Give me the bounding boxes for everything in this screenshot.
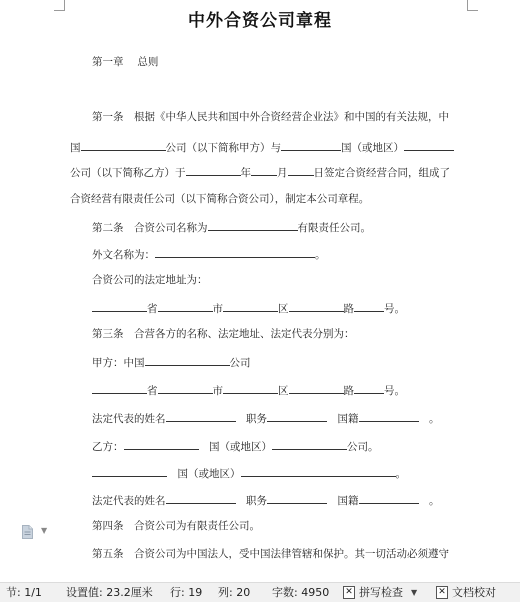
fill-in-blank[interactable] (124, 438, 199, 450)
document-line[interactable] (92, 273, 208, 287)
line-text: 公司。 (347, 441, 379, 453)
fill-in-blank[interactable] (251, 164, 277, 176)
fill-in-blank[interactable] (158, 382, 213, 394)
fill-in-blank[interactable] (155, 246, 315, 258)
line-text: 国籍 (327, 495, 359, 507)
fill-in-blank[interactable] (166, 492, 236, 504)
document-line[interactable] (92, 110, 449, 124)
fill-in-blank[interactable] (92, 300, 147, 312)
line-text: 第二条 合资公司名称为 (92, 222, 208, 234)
column-indicator[interactable]: 列: 20 (218, 586, 251, 599)
line-text: 公司（以下简称乙方）于 (70, 167, 186, 179)
fill-in-blank[interactable] (158, 300, 213, 312)
line-text: 职务 (235, 495, 267, 507)
line-text: 号。 (384, 303, 405, 315)
document-line[interactable] (92, 55, 158, 69)
fill-in-blank[interactable] (404, 139, 454, 151)
line-text: 区 (278, 303, 289, 315)
fill-in-blank[interactable] (267, 492, 327, 504)
fill-in-blank[interactable] (289, 382, 344, 394)
line-text: 市 (212, 385, 223, 397)
fill-in-blank[interactable] (208, 219, 298, 231)
line-text: 公司 (229, 357, 251, 369)
line-text: 合资经营有限责任公司（以下简称合资公司），制定本公司章程。 (70, 193, 370, 205)
proofread-label[interactable]: 文档校对 (452, 586, 496, 599)
proofread-checkbox-icon[interactable]: ✕ (436, 586, 448, 599)
fill-in-blank[interactable] (359, 492, 419, 504)
document-title: 中外合资公司章程 (188, 11, 332, 31)
document-line[interactable] (92, 382, 405, 398)
document-icon[interactable] (22, 525, 33, 539)
row-indicator[interactable]: 行: 19 (170, 586, 203, 599)
line-text: 省 (147, 385, 158, 397)
section-indicator[interactable]: 节: 1/1 (6, 586, 42, 599)
document-line[interactable] (92, 410, 440, 426)
line-text: 第三条 合营各方的名称、法定地址、法定代表分别为： (92, 328, 355, 340)
line-text: 月 (277, 167, 288, 179)
fill-in-blank[interactable] (223, 382, 278, 394)
line-text: 职务 (235, 413, 267, 425)
line-text: 。 (315, 249, 326, 261)
document-line[interactable] (92, 327, 355, 341)
fill-in-blank[interactable] (166, 410, 236, 422)
fill-in-blank[interactable] (92, 465, 167, 477)
fill-in-blank[interactable] (289, 300, 344, 312)
document-line[interactable] (70, 139, 454, 155)
fill-in-blank[interactable] (359, 410, 419, 422)
document-line[interactable] (92, 219, 371, 235)
line-text: 乙方： (92, 441, 124, 453)
line-text: 国籍 (327, 413, 359, 425)
line-text: 。 (418, 495, 440, 507)
line-text: 第一章 总则 (92, 56, 159, 68)
document-line[interactable] (92, 519, 260, 533)
line-text: 甲方：中国 (92, 357, 145, 369)
line-text: 号。 (384, 385, 405, 397)
line-text: 省 (147, 303, 158, 315)
line-text: 日签定合资经营合同，组成了 (313, 167, 450, 179)
fill-in-blank[interactable] (186, 164, 241, 176)
fill-in-blank[interactable] (354, 382, 384, 394)
line-text: 年 (240, 167, 251, 179)
line-text: 路 (343, 385, 354, 397)
line-text: 国 (70, 142, 81, 154)
document-line[interactable] (92, 354, 251, 370)
spellcheck-label[interactable]: 拼写检查 (359, 586, 403, 599)
line-text: 市 (212, 303, 223, 315)
fill-in-blank[interactable] (81, 139, 166, 151)
line-text: 区 (278, 385, 289, 397)
status-bar (0, 582, 520, 602)
spellcheck-dropdown-chevron-icon[interactable]: ▼ (411, 588, 418, 597)
line-text: 国（或地区） (167, 468, 241, 480)
document-line[interactable] (92, 465, 406, 481)
fill-in-blank[interactable] (92, 382, 147, 394)
document-line[interactable] (92, 300, 405, 316)
fill-in-blank[interactable] (267, 410, 327, 422)
document-line[interactable] (70, 164, 450, 180)
chevron-down-icon[interactable]: ▼ (41, 526, 48, 535)
line-text: 法定代表的姓名 (92, 495, 166, 507)
line-text: 第五条 合资公司为中国法人，受中国法律管辖和保护。其一切活动必须遵守 (92, 548, 449, 560)
setting-value[interactable]: 设置值: 23.2厘米 (66, 586, 153, 599)
line-text: 合资公司的法定地址为： (92, 274, 208, 286)
line-text: 公司（以下简称甲方）与 (165, 142, 281, 154)
document-line[interactable] (92, 547, 449, 561)
document-line[interactable] (92, 246, 326, 262)
fill-in-blank[interactable] (281, 139, 341, 151)
fill-in-blank[interactable] (354, 300, 384, 312)
spellcheck-checkbox-icon[interactable]: ✕ (343, 586, 355, 599)
line-text: 有限责任公司。 (297, 222, 371, 234)
line-text: 国（或地区） (341, 142, 404, 154)
line-text: 路 (343, 303, 354, 315)
line-text: 第四条 合资公司为有限责任公司。 (92, 520, 260, 532)
fill-in-blank[interactable] (272, 438, 347, 450)
line-text: 法定代表的姓名 (92, 413, 166, 425)
document-line[interactable] (70, 192, 369, 206)
line-text: 第一条 根据《中华人民共和国中外合资经营企业法》和中国的有关法规，中 (92, 111, 449, 123)
fill-in-blank[interactable] (288, 164, 314, 176)
line-text: 。 (395, 468, 406, 480)
line-text: 外文名称为： (92, 249, 155, 261)
line-text: 国（或地区） (198, 441, 272, 453)
fill-in-blank[interactable] (241, 465, 396, 477)
document-line[interactable] (92, 438, 379, 454)
fill-in-blank[interactable] (145, 354, 230, 366)
fill-in-blank[interactable] (223, 300, 278, 312)
line-text: 。 (418, 413, 440, 425)
document-line[interactable] (92, 492, 440, 508)
word-count[interactable]: 字数: 4950 (272, 586, 330, 599)
